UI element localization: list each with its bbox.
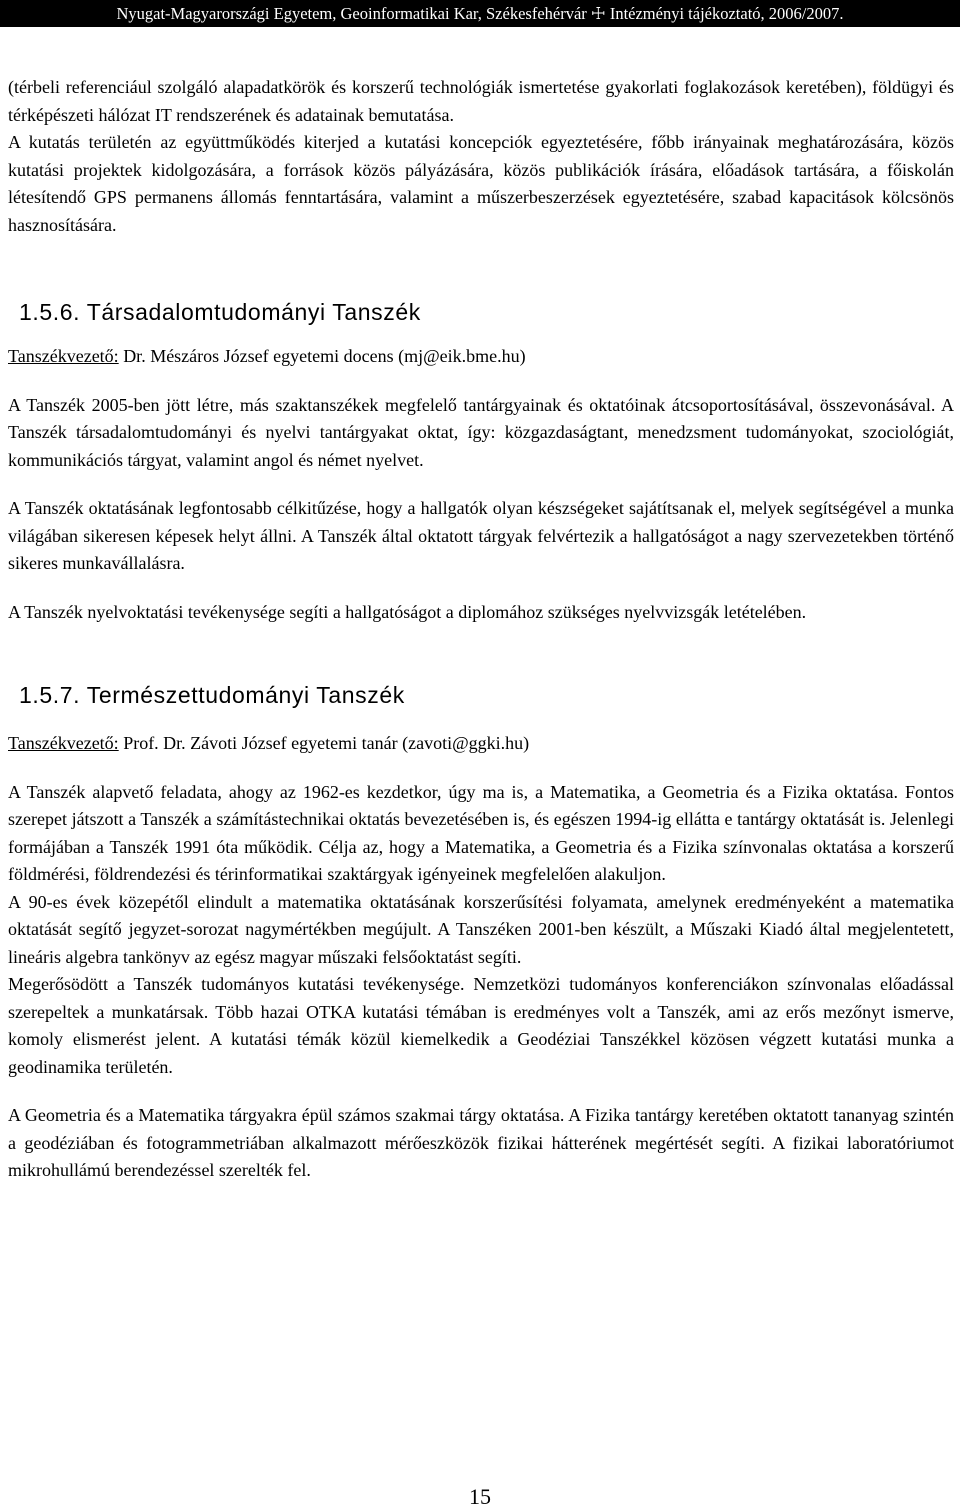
page-number: 15: [469, 1484, 491, 1509]
section-title-1-5-6: 1.5.6. Társadalomtudományi Tanszék: [19, 299, 421, 325]
section-1-5-6-paragraph-2: A Tanszék oktatásának legfontosabb célkitűzése, hogy a hallgatók olyan készségeket sajátítsanak el, melyek segítségével a munka világában sikeresen képesek helyt állni. A Tanszék által oktatott tárgyak felvértezik a hallgatóságot a nagy szervezetekben történő sikeres munkavállalásra.: [8, 498, 954, 573]
head-label: Tanszékvezető:: [8, 733, 119, 753]
running-header: Nyugat-Magyarországi Egyetem, Geoinformatikai Kar, Székesfehérvár ☩ Intézményi tájékoztató, 2006/2007.: [0, 0, 960, 27]
section-title-1-5-7: 1.5.7. Természettudományi Tanszék: [19, 682, 405, 708]
department-head-1-5-7: [8, 730, 954, 758]
head-value: Dr. Mészáros József egyetemi docens (mj@eik.bme.hu): [118, 346, 526, 366]
document-body: [8, 74, 954, 1185]
section-1-5-7-paragraph-2: A 90-es évek közepétől elindult a matematika oktatásának korszerűsítési folyamata, amelynek eredményeként a matematika oktatását segítő jegyzet-sorozat nagymértékben megújult. A Tanszéken 2001-ben készült, a Műszaki Kiadó által megjelentetett, lineáris algebra tankönyv az egész magyar műszaki felsőoktatást segíti.: [8, 891, 954, 967]
section-1-5-7-paragraph-1: A Tanszék alapvető feladata, ahogy az 1962-es kezdetkor, úgy ma is, a Matematika, a Geometria és a Fizika oktatása. Fontos szerepet játszott a Tanszék a számítástechnikai oktatás bevezetésében is, és egészen 1994-ig ellátta e tantárgy oktatását is. Jelenlegi formájában a Tanszék 1991 óta működik. Célja az, hogy a Matematika, a Geometria és a Fizika színvonalas oktatása a korszerű földmérési, földrendezési és térinformatikai szaktárgyak igényeinek megfelelően alakuljon.: [8, 781, 954, 884]
head-value: Prof. Dr. Závoti József egyetemi tanár (zavoti@ggki.hu): [118, 733, 530, 753]
section-1-5-6-paragraph-1: A Tanszék 2005-ben jött létre, más szaktanszékek megfelelő tantárgyainak és oktatóinak átcsoportosításával, összevonásával. A Tanszék társadalomtudományi és nyelvi tantárgyakat oktat, így: közgazdaságtant, menedzsment tudományokat, szociológiát, kommunikációs tárgyat, valamint angol és német nyelvet.: [8, 394, 954, 470]
section-1-5-6-paragraph-3: A Tanszék nyelvoktatási tevékenysége segíti a hallgatóságot a diplomához szükséges nyelvvizsgák letételében.: [8, 601, 807, 622]
department-head-1-5-6: [8, 343, 954, 371]
head-label: Tanszékvezető:: [8, 346, 119, 366]
section-1-5-7-paragraph-4: A Geometria és a Matematika tárgyakra épül számos szakmai tárgy oktatása. A Fizika tantárgy keretében oktatott tananyag szintén a geodéziában és fotogrammetriában alkalmazott mérőeszközök fizikai hátterének megértését segíti. A fizikai laboratóriumot mikrohullámú berendezéssel szerelték fel.: [8, 1105, 954, 1180]
intro-paragraph-2: A kutatás területén az együttműködés kiterjed a kutatási koncepciók egyeztetésére, főbb irányainak meghatározására, közös kutatási projektek kidolgozására, a források közös pályázására, közös publikációk írására, előadások tartására, a főiskolán létesítendő GPS permanens állomás fenntartására, valamint a műszerbeszerzések egyeztetésére, szabad kapacitások kölcsönös hasznosítására.: [8, 132, 954, 235]
intro-paragraph-1: (térbeli referenciául szolgáló alapadatkörök és korszerű technológiák ismertetése gyakorlati foglakozások keretében), földügyi és térképészeti hálózat IT rendszerének és adatainak bemutatása.: [8, 77, 954, 125]
section-1-5-7-paragraph-3: Megerősödött a Tanszék tudományos kutatási tevékenysége. Nemzetközi tudományos konferenciákon színvonalas előadással szerepeltek a munkatársak. Több hazai OTKA kutatási témában is eredményes volt a Tanszék, ami az erős mezőnyt ismerve, komoly elismerést jelent. A kutatási témák közül kiemelkedik a Geodéziai Tanszékkel közösen végzett kutatási munka a geodinamika területén.: [8, 974, 954, 1077]
